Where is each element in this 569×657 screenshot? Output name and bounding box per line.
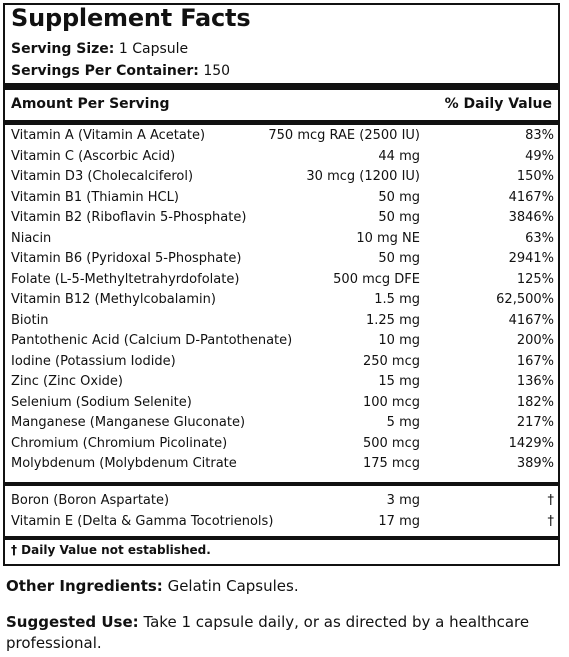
- other-ingredients-text: Gelatin Capsules.: [167, 577, 299, 595]
- nutrient-amount: 17 mg: [378, 513, 420, 529]
- nutrient-row: [5, 413, 558, 433]
- nutrient-amount: 1.25 mg: [366, 312, 420, 328]
- nutrient-row: [5, 208, 558, 228]
- serving-size: [11, 41, 188, 57]
- nutrient-row: [5, 229, 558, 249]
- servings-per-container-value: 150: [203, 63, 231, 79]
- nutrient-daily-value: 83%: [525, 128, 554, 143]
- nutrient-amount: 175 mcg: [362, 456, 420, 471]
- nutrient-amount: 44 mg: [378, 148, 420, 164]
- footnote-divider: [5, 536, 558, 540]
- nutrient-row: [5, 454, 558, 474]
- suggested-use-label: Suggested Use:: [6, 613, 139, 631]
- nutrient-daily-value: 62,500%: [496, 292, 554, 307]
- nutrient-name: Molybdenum (Molybdenum Citrate: [11, 456, 237, 471]
- nutrient-name: Pantothenic Acid (Calcium D-Pantothenate): [11, 333, 293, 348]
- nutrient-name: Vitamin B1 (Thiamin HCL): [11, 189, 179, 205]
- nutrient-daily-value: 2941%: [508, 251, 554, 266]
- amount-per-serving-header: Amount Per Serving: [11, 96, 170, 112]
- nutrient-row: [5, 249, 558, 269]
- nutrient-daily-value: 217%: [516, 415, 554, 430]
- nutrient-name: Iodine (Potassium Iodide): [11, 353, 176, 369]
- nutrient-daily-value: 182%: [516, 394, 554, 410]
- nutrient-name: Zinc (Zinc Oxide): [11, 374, 124, 389]
- serving-size-value: 1 Capsule: [118, 41, 189, 57]
- nutrient-daily-value: 136%: [516, 374, 554, 389]
- nutrient-daily-value: 125%: [516, 271, 554, 287]
- nutrient-amount: 500 mcg DFE: [333, 271, 420, 287]
- nutrient-row: [5, 311, 558, 331]
- other-ingredients: [6, 576, 556, 597]
- header-divider: [5, 120, 558, 125]
- servings-per-container-label: Servings Per Container:: [11, 63, 199, 79]
- nutrient-name: Vitamin D3 (Cholecalciferol): [11, 169, 194, 184]
- nutrient-amount: 100 mcg: [362, 394, 420, 410]
- nutrient-daily-value: 49%: [525, 148, 554, 164]
- nutrient-amount: 1.5 mg: [374, 292, 420, 307]
- nutrient-name: Biotin: [11, 312, 49, 328]
- nutrient-daily-value: 150%: [516, 169, 554, 184]
- nutrient-name: Vitamin B12 (Methylcobalamin): [11, 292, 216, 307]
- serving-size-label: Serving Size:: [11, 41, 115, 57]
- nutrient-row: [5, 126, 558, 146]
- daily-value-header: % Daily Value: [444, 96, 552, 112]
- nutrient-name: Niacin: [11, 230, 52, 246]
- nutrient-daily-value: 63%: [525, 230, 554, 246]
- nutrient-amount: 15 mg: [378, 374, 420, 389]
- nutrient-name: Chromium (Chromium Picolinate): [11, 435, 228, 451]
- panel-title: Supplement Facts: [11, 4, 251, 32]
- nutrient-amount: 3 mg: [386, 493, 420, 508]
- nutrient-row: [5, 331, 558, 351]
- nutrient-name: Manganese (Manganese Gluconate): [11, 415, 246, 430]
- nutrient-row: [5, 188, 558, 208]
- nutrient-amount: 50 mg: [378, 189, 420, 205]
- nutrient-row: [5, 167, 558, 187]
- nutrient-daily-value: 1429%: [508, 435, 554, 451]
- nutrient-name: Vitamin C (Ascorbic Acid): [11, 148, 176, 164]
- nutrient-daily-value: 4167%: [508, 189, 554, 205]
- nutrient-row: [5, 512, 558, 532]
- nutrient-amount: 50 mg: [378, 210, 420, 225]
- nutrient-row: [5, 434, 558, 454]
- nutrient-daily-value: 389%: [516, 456, 554, 471]
- nutrient-row: [5, 491, 558, 511]
- nutrient-daily-value: 167%: [516, 353, 554, 369]
- nutrient-name: Vitamin A (Vitamin A Acetate): [11, 128, 206, 143]
- suggested-use-text: Take 1 capsule daily, or as directed by a healthcare professional.: [6, 613, 530, 652]
- footnote: † Daily Value not established.: [11, 543, 211, 557]
- nutrient-row: [5, 270, 558, 290]
- nutrient-daily-value: †: [547, 513, 554, 529]
- thick-divider: [5, 83, 558, 90]
- nutrient-row: [5, 372, 558, 392]
- nutrient-name: Vitamin B2 (Riboflavin 5-Phosphate): [11, 210, 247, 225]
- suggested-use: [6, 612, 556, 654]
- supplement-facts-panel: [3, 3, 560, 566]
- other-ingredients-label: Other Ingredients:: [6, 577, 163, 595]
- nutrient-row: [5, 147, 558, 167]
- nutrient-name: Selenium (Sodium Selenite): [11, 394, 192, 410]
- nutrient-amount: 50 mg: [378, 251, 420, 266]
- nutrient-daily-value: 3846%: [508, 210, 554, 225]
- nutrient-daily-value: 200%: [516, 333, 554, 348]
- nutrient-row: [5, 352, 558, 372]
- nutrient-amount: 750 mcg RAE (2500 IU): [268, 128, 420, 143]
- nutrient-amount: 250 mcg: [362, 353, 420, 369]
- nutrient-amount: 30 mcg (1200 IU): [306, 169, 420, 184]
- nutrient-name: Vitamin B6 (Pyridoxal 5-Phosphate): [11, 251, 242, 266]
- nutrient-daily-value: †: [547, 493, 554, 508]
- nutrient-amount: 10 mg NE: [356, 230, 420, 246]
- nutrient-name: Boron (Boron Aspartate): [11, 493, 170, 508]
- section-divider: [5, 482, 558, 486]
- servings-per-container: [11, 63, 230, 79]
- nutrient-row: [5, 393, 558, 413]
- nutrient-amount: 10 mg: [378, 333, 420, 348]
- nutrient-name: Vitamin E (Delta & Gamma Tocotrienols): [11, 513, 274, 529]
- nutrient-amount: 5 mg: [386, 415, 420, 430]
- nutrient-row: [5, 290, 558, 310]
- nutrient-daily-value: 4167%: [508, 312, 554, 328]
- nutrient-amount: 500 mcg: [362, 435, 420, 451]
- nutrient-name: Folate (L-5-Methyltetrahyrdofolate): [11, 271, 240, 287]
